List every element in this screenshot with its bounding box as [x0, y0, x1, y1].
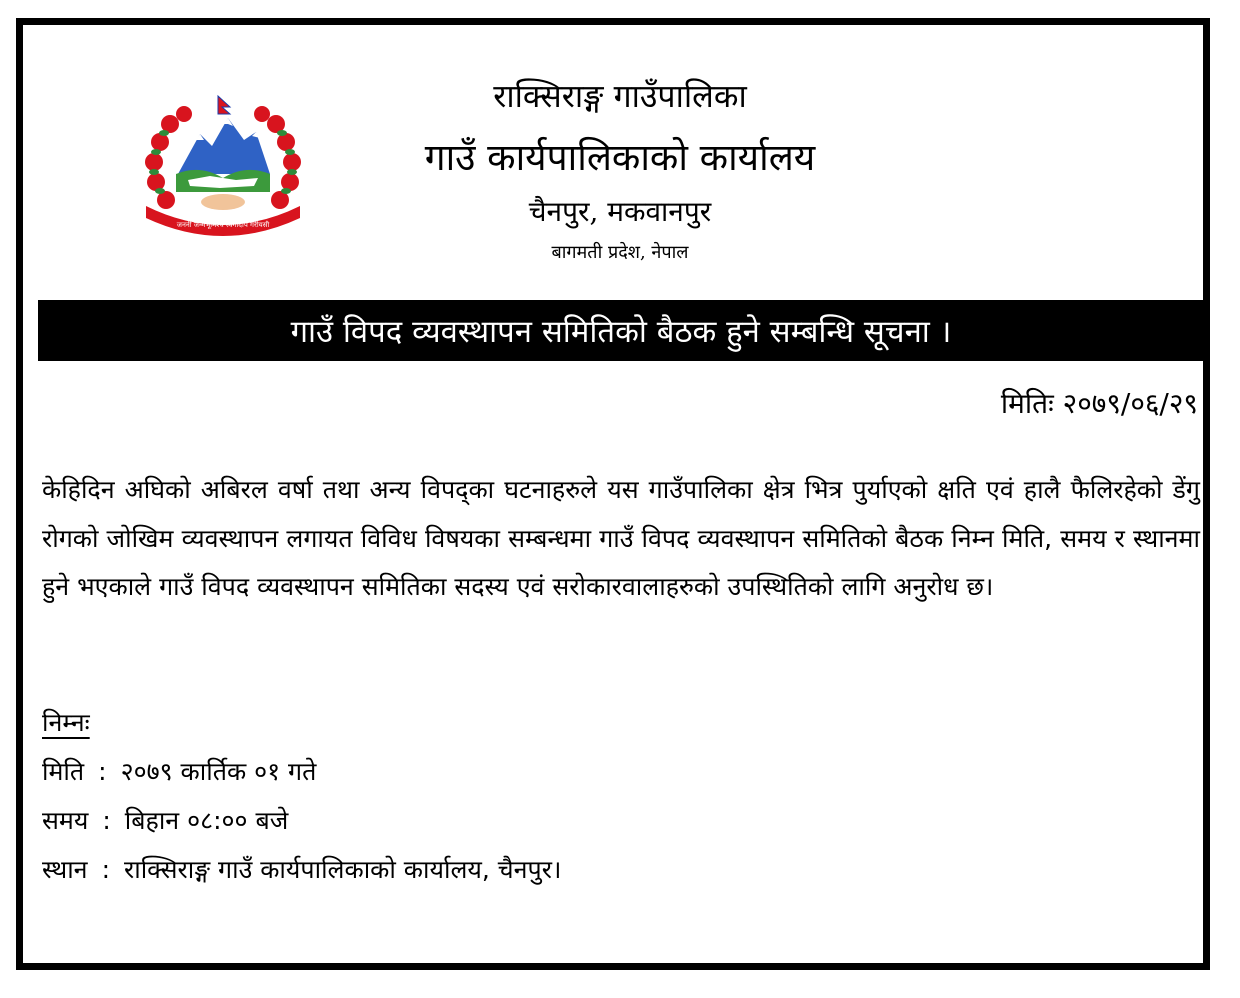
notice-date-value: २०७९/०६/२९ — [1062, 387, 1198, 420]
office-location: चैनपुर, मकवानपुर — [528, 195, 712, 228]
separator: : — [102, 806, 111, 835]
notice-body: केहिदिन अघिको अबिरल वर्षा तथा अन्य विपद्का घटनाहरुले यस गाउँपालिका क्षेत्र भित्र पुर्याएको क्षति एवं हालै फैलिरहेको डेंगु रोगको जोखिम व्यवस्थापन लगायत विविध विषयका सम्बन्धमा गाउँ विपद व्यवस्थापन समितिको बैठक निम्न मिति, समय र स्थानमा हुने भएकाले गाउँ विपद व्यवस्थापन समितिका सदस्य एवं सरोकारवालाहरुको उपस्थितिको लागि अनुरोध छ। — [42, 475, 1200, 601]
office-name: गाउँ कार्यपालिकाको कार्यालय — [424, 136, 816, 179]
notice-date — [1001, 384, 1198, 422]
meeting-time-row — [42, 796, 561, 845]
meeting-details — [42, 698, 561, 894]
meeting-date-value: २०७९ कार्तिक ०१ गते — [120, 757, 317, 786]
meeting-time-value: बिहान ०८:०० बजे — [124, 806, 289, 835]
notice-title-banner — [38, 300, 1204, 361]
municipality-name: राक्सिराङ्ग गाउँपालिका — [493, 77, 747, 115]
svg-text:जननी जन्मभूमिश्च स्वर्गादपि गर: जननी जन्मभूमिश्च स्वर्गादपि गरीयसी — [176, 221, 270, 229]
separator: : — [98, 757, 107, 786]
meeting-venue-value: राक्सिराङ्ग गाउँ कार्यपालिकाको कार्यालय, चैनपुर। — [124, 855, 562, 884]
meeting-date-row — [42, 747, 561, 796]
notice-date-label: मितिः — [1000, 387, 1054, 420]
details-heading: निम्नः — [42, 708, 90, 737]
meeting-venue-row — [42, 845, 561, 894]
province-country: बागमती प्रदेश, नेपाल — [551, 242, 689, 263]
separator: : — [101, 855, 110, 884]
notice-title: गाउँ विपद व्यवस्थापन समितिको बैठक हुने सम्बन्धि सूचना । — [290, 313, 952, 350]
meeting-time-label: समय — [42, 806, 89, 835]
meeting-date-label: मिति — [42, 757, 85, 786]
meeting-venue-label: स्थान — [42, 855, 88, 884]
